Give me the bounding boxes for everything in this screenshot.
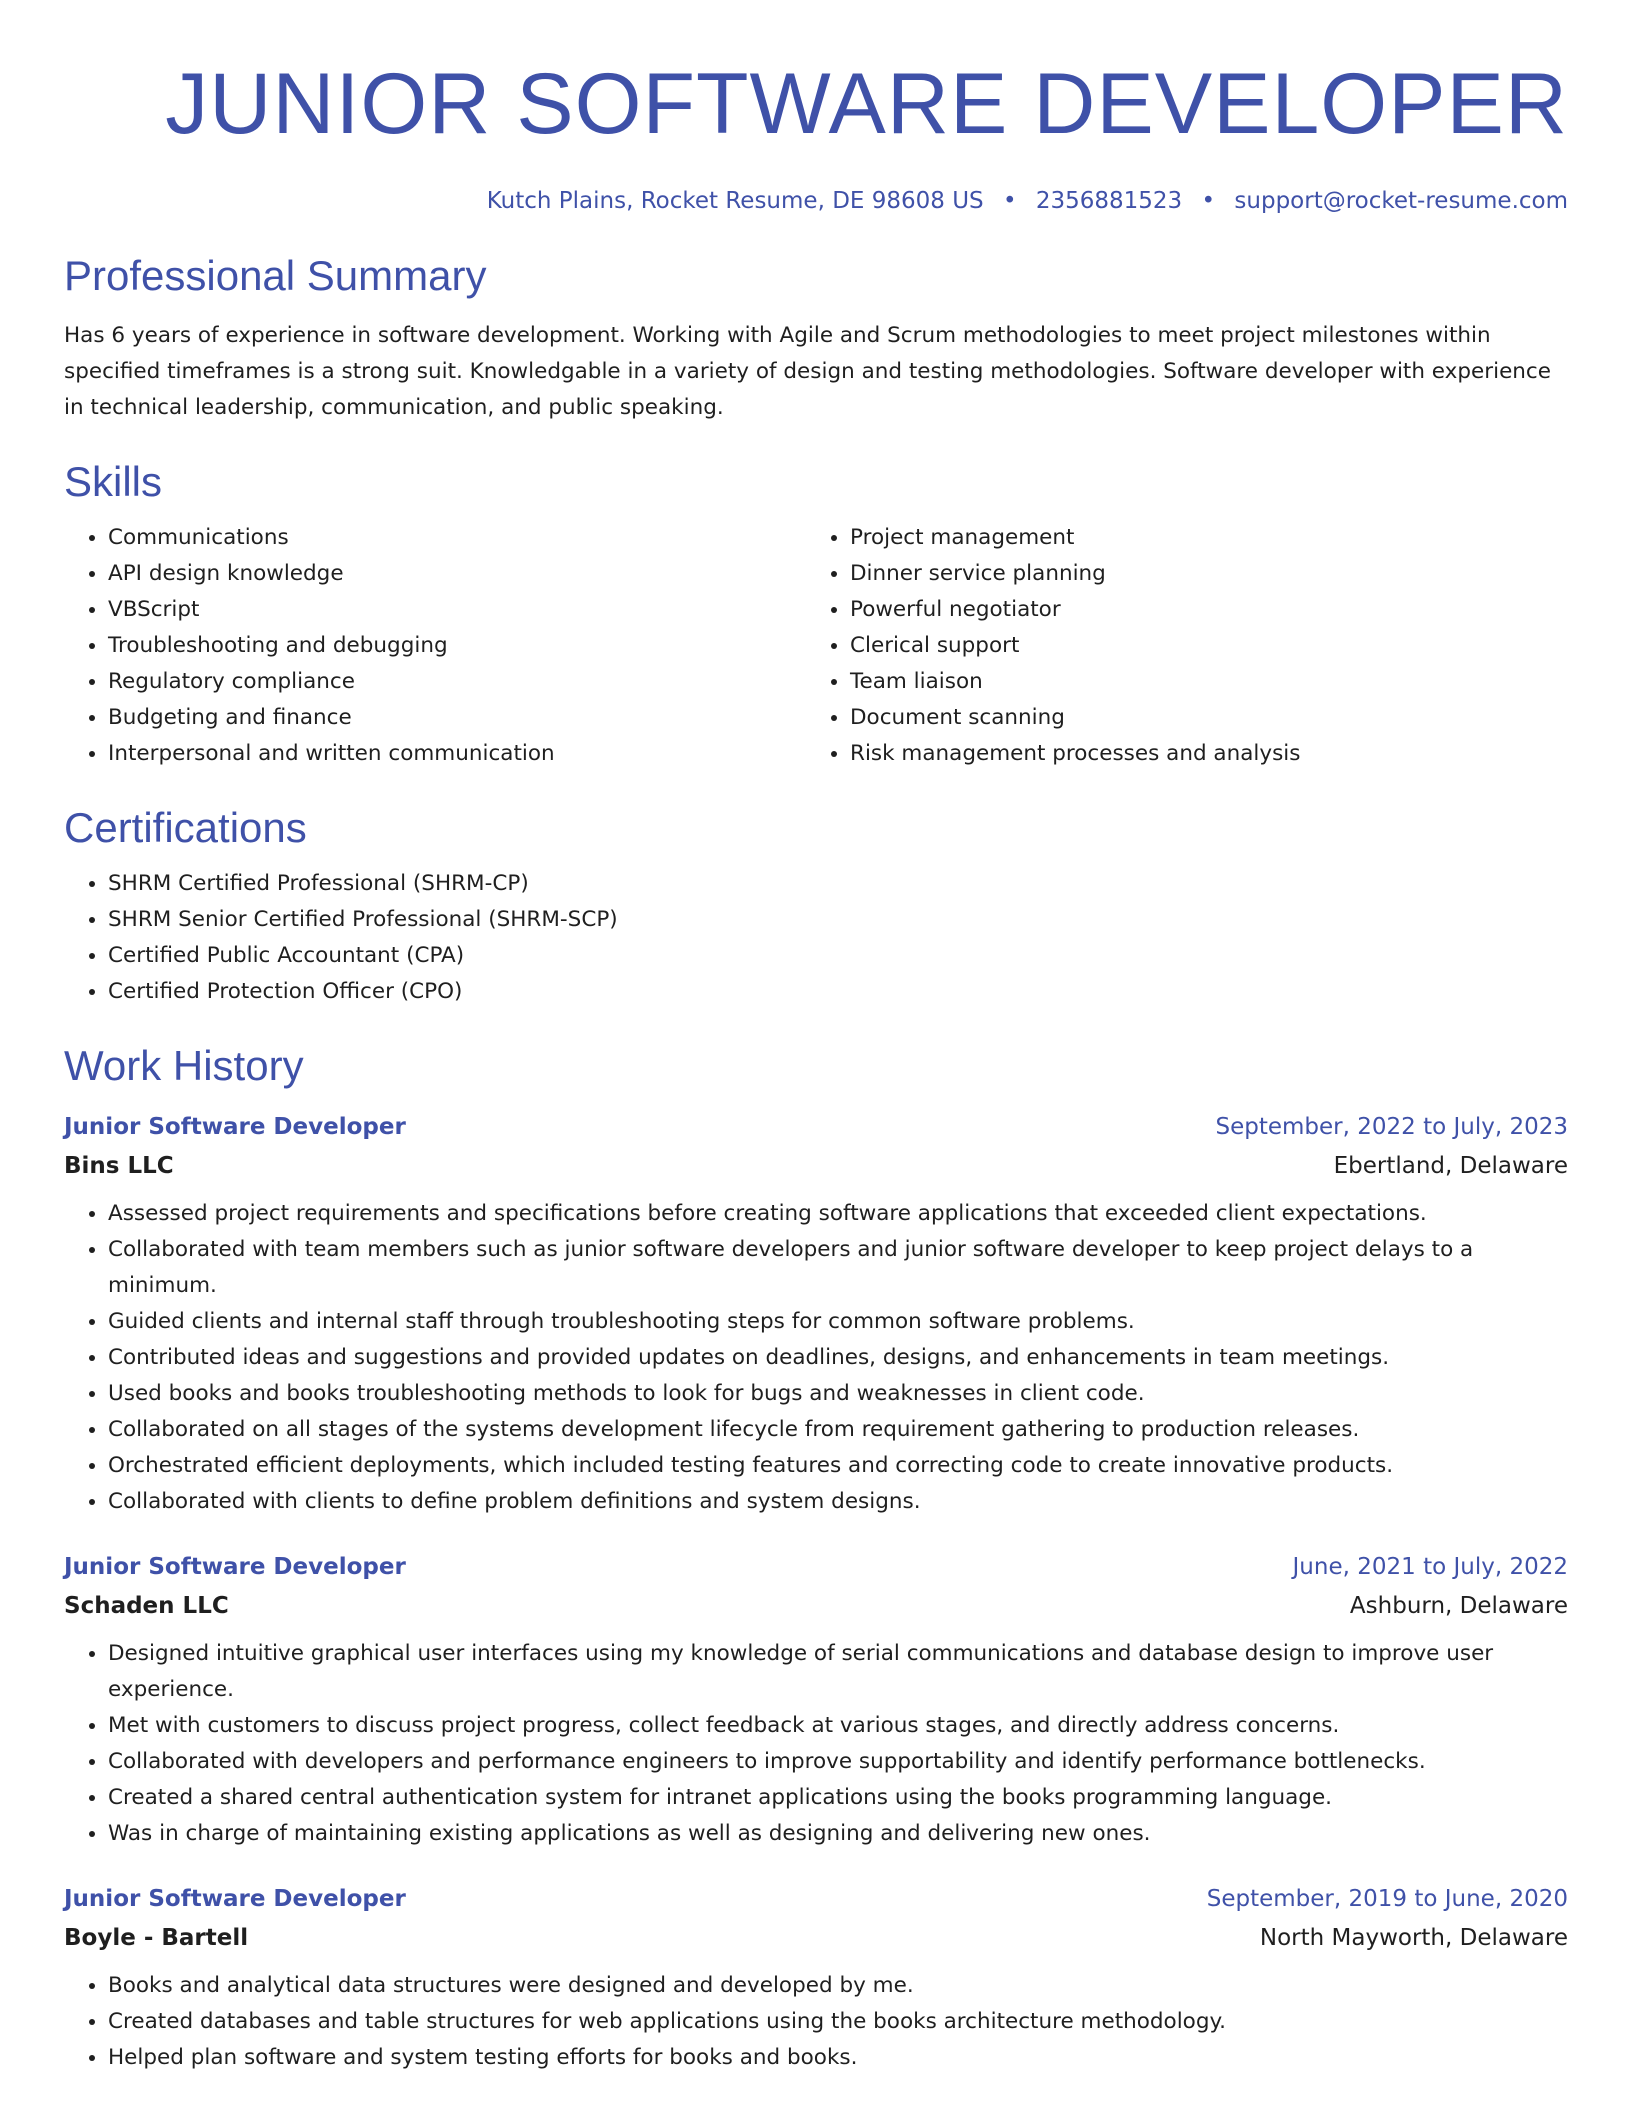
job-title: Junior Software Developer bbox=[64, 1554, 406, 1580]
list-item: • Collaborated on all stages of the systems development lifecycle from requirement gathering to production releases. bbox=[108, 1412, 1568, 1448]
list-item: • Dinner service planning bbox=[850, 556, 1548, 592]
certifications-section bbox=[64, 802, 1568, 1010]
job-company-row bbox=[64, 1586, 1568, 1626]
list-item: • Assessed project requirements and specifications before creating software applications that exceeded client expectations. bbox=[108, 1196, 1568, 1232]
list-item: • Orchestrated efficient deployments, which included testing features and correcting code to create innovative products. bbox=[108, 1448, 1568, 1484]
list-item: • SHRM Senior Certified Professional (SHRM-SCP) bbox=[108, 902, 1568, 938]
list-item: • Guided clients and internal staff through troubleshooting steps for common software problems. bbox=[108, 1304, 1568, 1340]
job-title-row bbox=[64, 1108, 1568, 1146]
job-title: Junior Software Developer bbox=[64, 1886, 406, 1912]
job-dates: September, 2022 to July, 2023 bbox=[1215, 1114, 1568, 1140]
job-duties-list bbox=[64, 1636, 1568, 1852]
list-item: • Certified Public Accountant (CPA) bbox=[108, 938, 1568, 974]
skills-grid bbox=[64, 520, 1568, 772]
job-entry bbox=[64, 1880, 1568, 2076]
list-item: • Communications bbox=[108, 520, 806, 556]
job-dates: September, 2019 to June, 2020 bbox=[1206, 1886, 1568, 1912]
list-item: • Project management bbox=[850, 520, 1548, 556]
job-location: Ashburn, Delaware bbox=[1349, 1593, 1568, 1619]
professional-summary-section bbox=[64, 250, 1568, 426]
contact-separator: • bbox=[1201, 188, 1216, 214]
list-item: • Certified Protection Officer (CPO) bbox=[108, 974, 1568, 1010]
work-history-section bbox=[64, 1040, 1568, 2076]
section-heading: Certifications bbox=[64, 804, 307, 851]
skills-list bbox=[64, 520, 806, 772]
list-item: • API design knowledge bbox=[108, 556, 806, 592]
contact-email[interactable]: support@rocket-resume.com bbox=[1234, 188, 1568, 214]
job-company: Bins LLC bbox=[64, 1153, 174, 1179]
contact-line bbox=[64, 186, 1568, 216]
list-item: • Document scanning bbox=[850, 700, 1548, 736]
contact-separator: • bbox=[1002, 188, 1017, 214]
job-entry bbox=[64, 1108, 1568, 1520]
list-item: • Books and analytical data structures were designed and developed by me. bbox=[108, 1968, 1568, 2004]
job-duties-list bbox=[64, 1196, 1568, 1520]
job-company-row bbox=[64, 1146, 1568, 1186]
list-item: • SHRM Certified Professional (SHRM-CP) bbox=[108, 866, 1568, 902]
list-item: • Risk management processes and analysis bbox=[850, 736, 1548, 772]
list-item: • Created a shared central authentication system for intranet applications using the books programming language. bbox=[108, 1780, 1568, 1816]
list-item: • Regulatory compliance bbox=[108, 664, 806, 700]
list-item: • Collaborated with clients to define problem definitions and system designs. bbox=[108, 1484, 1568, 1520]
list-item: • Created databases and table structures for web applications using the books architecture methodology. bbox=[108, 2004, 1568, 2040]
list-item: • Collaborated with developers and performance engineers to improve supportability and identify performance bottlenecks. bbox=[108, 1744, 1568, 1780]
list-item: • Team liaison bbox=[850, 664, 1548, 700]
resume-header bbox=[64, 0, 1568, 216]
section-heading: Professional Summary bbox=[64, 252, 487, 299]
job-duties-list bbox=[64, 1968, 1568, 2076]
list-item: • Clerical support bbox=[850, 628, 1548, 664]
list-item: • Budgeting and finance bbox=[108, 700, 806, 736]
list-item: • Collaborated with team members such as junior software developers and junior software developer to keep project delays to a minimum. bbox=[108, 1232, 1568, 1304]
list-item: • Interpersonal and written communication bbox=[108, 736, 806, 772]
job-entry bbox=[64, 1548, 1568, 1852]
job-title-row bbox=[64, 1548, 1568, 1586]
skills-list bbox=[806, 520, 1548, 772]
job-company: Schaden LLC bbox=[64, 1593, 229, 1619]
list-item: • Helped plan software and system testing efforts for books and books. bbox=[108, 2040, 1568, 2076]
section-heading: Work History bbox=[64, 1042, 304, 1089]
section-heading: Skills bbox=[64, 458, 163, 505]
list-item: • Designed intuitive graphical user interfaces using my knowledge of serial communications and database design to improve user experience. bbox=[108, 1636, 1568, 1708]
contact-address: Kutch Plains, Rocket Resume, DE 98608 US bbox=[486, 188, 984, 214]
summary-text: Has 6 years of experience in software development. Working with Agile and Scrum methodologies to meet project milestones within specified timeframes is a strong suit. Knowledgable in a variety of design and testing methodologies. Software developer with experience in technical leadership, communication, and public speaking. bbox=[64, 323, 1551, 420]
list-item: • VBScript bbox=[108, 592, 806, 628]
job-dates: June, 2021 to July, 2022 bbox=[1292, 1554, 1568, 1580]
job-location: North Mayworth, Delaware bbox=[1259, 1925, 1568, 1951]
job-company-row bbox=[64, 1918, 1568, 1958]
list-item: • Contributed ideas and suggestions and provided updates on deadlines, designs, and enhancements in team meetings. bbox=[108, 1340, 1568, 1376]
list-item: • Troubleshooting and debugging bbox=[108, 628, 806, 664]
certifications-list bbox=[64, 866, 1568, 1010]
job-title: Junior Software Developer bbox=[64, 1114, 406, 1140]
skills-column-left bbox=[64, 520, 806, 772]
contact-phone: 2356881523 bbox=[1035, 188, 1183, 214]
job-company: Boyle - Bartell bbox=[64, 1925, 249, 1951]
list-item: • Used books and books troubleshooting methods to look for bugs and weaknesses in client code. bbox=[108, 1376, 1568, 1412]
job-title-row bbox=[64, 1880, 1568, 1918]
skills-column-right bbox=[806, 520, 1548, 772]
resume-title: JUNIOR SOFTWARE DEVELOPER bbox=[165, 56, 1568, 152]
list-item: • Met with customers to discuss project progress, collect feedback at various stages, and directly address concerns. bbox=[108, 1708, 1568, 1744]
job-location: Ebertland, Delaware bbox=[1333, 1153, 1568, 1179]
list-item: • Powerful negotiator bbox=[850, 592, 1548, 628]
skills-section bbox=[64, 456, 1568, 772]
list-item: • Was in charge of maintaining existing applications as well as designing and delivering new ones. bbox=[108, 1816, 1568, 1852]
